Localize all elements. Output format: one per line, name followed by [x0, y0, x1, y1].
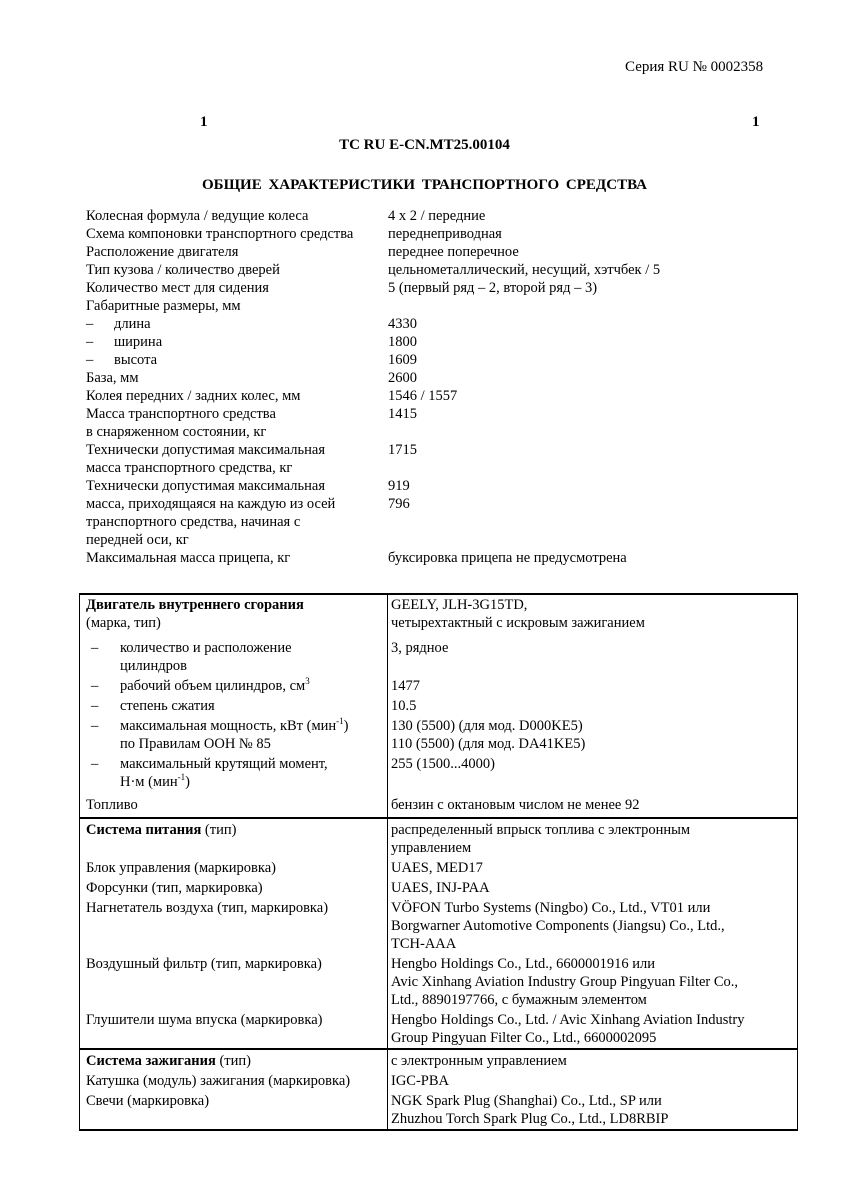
spec-value: 130 (5500) (для мод. D000KE5) [391, 718, 583, 734]
spec-value: 919 [388, 478, 410, 494]
certificate-number: ТС RU E-CN.МТ25.00104 [339, 137, 510, 153]
spec-row [80, 1071, 798, 1091]
dash-marker: – [91, 678, 99, 694]
spec-row [86, 297, 798, 315]
spec-row [80, 676, 798, 696]
spec-label: Тип кузова / количество дверей [86, 262, 280, 278]
section-subtitle: (марка, тип) [86, 615, 161, 631]
section-title: Система зажигания [86, 1053, 216, 1069]
spec-value: переднеприводная [388, 226, 502, 242]
dash-marker: – [91, 756, 99, 772]
spec-label: Технически допустимая максимальная [86, 478, 325, 494]
spec-label: Н·м (мин [120, 774, 178, 790]
spec-row [86, 351, 798, 369]
spec-value: четырехтактный с искровым зажиганием [391, 615, 645, 631]
spec-label: максимальный крутящий момент, [120, 756, 328, 772]
spec-value: UAES, INJ-PAA [391, 880, 490, 896]
spec-label: максимальная мощность, кВт (мин [120, 718, 337, 734]
spec-value: Zhuzhou Torch Spark Plug Co., Ltd., LD8RBIP [391, 1111, 669, 1127]
spec-label: Блок управления (маркировка) [80, 858, 388, 878]
spec-label: Схема компоновки транспортного средства [86, 226, 354, 242]
dash-marker: – [91, 698, 99, 714]
spec-row [80, 696, 798, 716]
dash-marker: – [86, 334, 94, 350]
page-number-left: 1 [200, 114, 208, 130]
spec-label: Нагнетатель воздуха (тип, маркировка) [80, 898, 388, 954]
spec-label: в снаряженном состоянии, кг [86, 424, 267, 440]
spec-row [86, 369, 798, 387]
spec-value: 1800 [388, 334, 417, 350]
dash-marker: – [91, 640, 99, 656]
superscript: 3 [305, 676, 310, 687]
fuel-system-section-header: Система питания (тип) распределенный впрыск топлива с электронным управлением [80, 818, 798, 858]
spec-value: 5 (первый ряд – 2, второй ряд – 3) [388, 280, 598, 296]
spec-row [86, 333, 798, 351]
spec-label: масса транспортного средства, кг [86, 460, 293, 476]
spec-label: по Правилам ООН № 85 [120, 736, 271, 752]
section-title: Двигатель внутреннего сгорания [86, 597, 304, 613]
spec-value: 796 [388, 496, 410, 512]
spec-label: высота [114, 352, 158, 368]
spec-value: 1609 [388, 352, 417, 368]
spec-label: рабочий объем цилиндров, см [120, 678, 306, 694]
spec-row [86, 207, 798, 225]
spec-row [80, 898, 798, 954]
spec-value: GEELY, JLH-3G15TD, [391, 597, 528, 613]
engine-section-header [80, 594, 798, 633]
spec-label: ширина [114, 334, 163, 350]
spec-label: длина [114, 316, 151, 332]
spec-value: 1477 [391, 678, 420, 694]
spec-label: Глушители шума впуска (маркировка) [80, 1010, 388, 1049]
spec-value: 1546 / 1557 [388, 388, 458, 404]
spec-value: 4 х 2 / передние [388, 208, 486, 224]
spec-label: Масса транспортного средства [86, 406, 276, 422]
superscript: -1 [336, 716, 344, 727]
document-title: ОБЩИЕ ХАРАКТЕРИСТИКИ ТРАНСПОРТНОГО СРЕДСТВА [202, 177, 647, 193]
spec-row [86, 315, 798, 333]
general-characteristics-table [86, 207, 798, 567]
spec-value: 4330 [388, 316, 417, 332]
dash-marker: – [86, 316, 94, 332]
spec-label: Расположение двигателя [86, 244, 239, 260]
spec-row [86, 441, 798, 477]
spec-value: 3, рядное [391, 640, 449, 656]
spec-row [86, 225, 798, 243]
dash-marker: – [86, 352, 94, 368]
spec-label: Количество мест для сидения [86, 280, 269, 296]
spec-label: транспортного средства, начиная с [86, 514, 301, 530]
spec-value: VÖFON Turbo Systems (Ningbo) Co., Ltd., VT01 или [391, 900, 711, 916]
spec-value: Hengbo Holdings Co., Ltd., 6600001916 или [391, 956, 656, 972]
spec-row [80, 878, 798, 898]
systems-table [79, 593, 798, 1131]
spec-row [80, 633, 798, 676]
spec-row [86, 261, 798, 279]
spec-label: Топливо [80, 792, 388, 818]
spec-row [80, 954, 798, 1010]
spec-value: управлением [391, 840, 472, 856]
spec-row [86, 387, 798, 405]
superscript: -1 [177, 772, 186, 783]
spec-label: Воздушный фильтр (тип, маркировка) [80, 954, 388, 1010]
spec-row [86, 243, 798, 261]
spec-value: цельнометаллический, несущий, хэтчбек / 5 [388, 262, 661, 278]
spec-value: Avic Xinhang Aviation Industry Group Pingyuan Filter Co., [391, 974, 739, 990]
spec-value: 10.5 [391, 698, 417, 714]
ignition-section-header: Система зажигания (тип) с электронным управлением [80, 1049, 798, 1071]
spec-value: IGC-PBA [391, 1073, 450, 1089]
spec-label: Катушка (модуль) зажигания (маркировка) [80, 1071, 388, 1091]
spec-label: масса, приходящаяся на каждую из осей [86, 496, 336, 512]
spec-value: 110 (5500) (для мод. DA41KE5) [391, 736, 586, 752]
spec-label: Габаритные размеры, мм [86, 298, 241, 314]
spec-value: 1715 [388, 442, 417, 458]
spec-row [86, 477, 798, 549]
spec-label: Свечи (маркировка) [80, 1091, 388, 1130]
spec-value: TCH-AAA [391, 936, 457, 952]
spec-value: Hengbo Holdings Co., Ltd. / Avic Xinhang Aviation Industry [391, 1012, 745, 1028]
spec-label: количество и расположение [120, 640, 292, 656]
spec-label: Максимальная масса прицепа, кг [86, 550, 291, 566]
spec-label: цилиндров [120, 658, 187, 674]
spec-value: 1415 [388, 406, 417, 422]
spec-label: степень сжатия [120, 698, 215, 714]
spec-value: NGK Spark Plug (Shanghai) Co., Ltd., SP или [391, 1093, 662, 1109]
dash-marker: – [91, 718, 99, 734]
spec-row [80, 858, 798, 878]
spec-row [80, 792, 798, 818]
spec-label: передней оси, кг [86, 532, 189, 548]
spec-row: – максимальная мощность, кВт (мин$^{-1}$) по Правилам ООН № 85 130 (5500) (для мод. D000KE5) 110 (5500) (для мод. DA41KE5) [80, 716, 798, 754]
spec-row [86, 279, 798, 297]
spec-row [86, 549, 798, 567]
spec-value: 2600 [388, 370, 417, 386]
spec-label: Форсунки (тип, маркировка) [80, 878, 388, 898]
spec-row [80, 1010, 798, 1049]
series-number: Серия RU № 0002358 [625, 59, 764, 75]
spec-value: Group Pingyuan Filter Co., Ltd., 6600002095 [391, 1030, 657, 1046]
spec-value: распределенный впрыск топлива с электронным [391, 822, 691, 838]
spec-value: Borgwarner Automotive Components (Jiangsu) Co., Ltd., [391, 918, 725, 934]
page-number-right: 1 [752, 114, 760, 130]
spec-row [80, 1091, 798, 1130]
spec-row: – максимальный крутящий момент, Н·м (мин$^{-1}$) 255 (1500...4000) [80, 754, 798, 792]
spec-label: Колесная формула / ведущие колеса [86, 208, 309, 224]
spec-value: буксировка прицепа не предусмотрена [388, 550, 627, 566]
spec-label: Технически допустимая максимальная [86, 442, 325, 458]
spec-value: с электронным управлением [388, 1049, 798, 1071]
spec-value: 255 (1500...4000) [391, 756, 495, 772]
spec-row [86, 405, 798, 441]
spec-value: бензин с октановым числом не менее 92 [391, 797, 640, 813]
section-title: Система питания [86, 822, 202, 838]
spec-label: Колея передних / задних колес, мм [86, 388, 301, 404]
spec-value: UAES, MED17 [391, 860, 483, 876]
spec-value: Ltd., 8890197766, с бумажным элементом [391, 992, 647, 1008]
spec-value: переднее поперечное [388, 244, 519, 260]
spec-label: База, мм [86, 370, 139, 386]
